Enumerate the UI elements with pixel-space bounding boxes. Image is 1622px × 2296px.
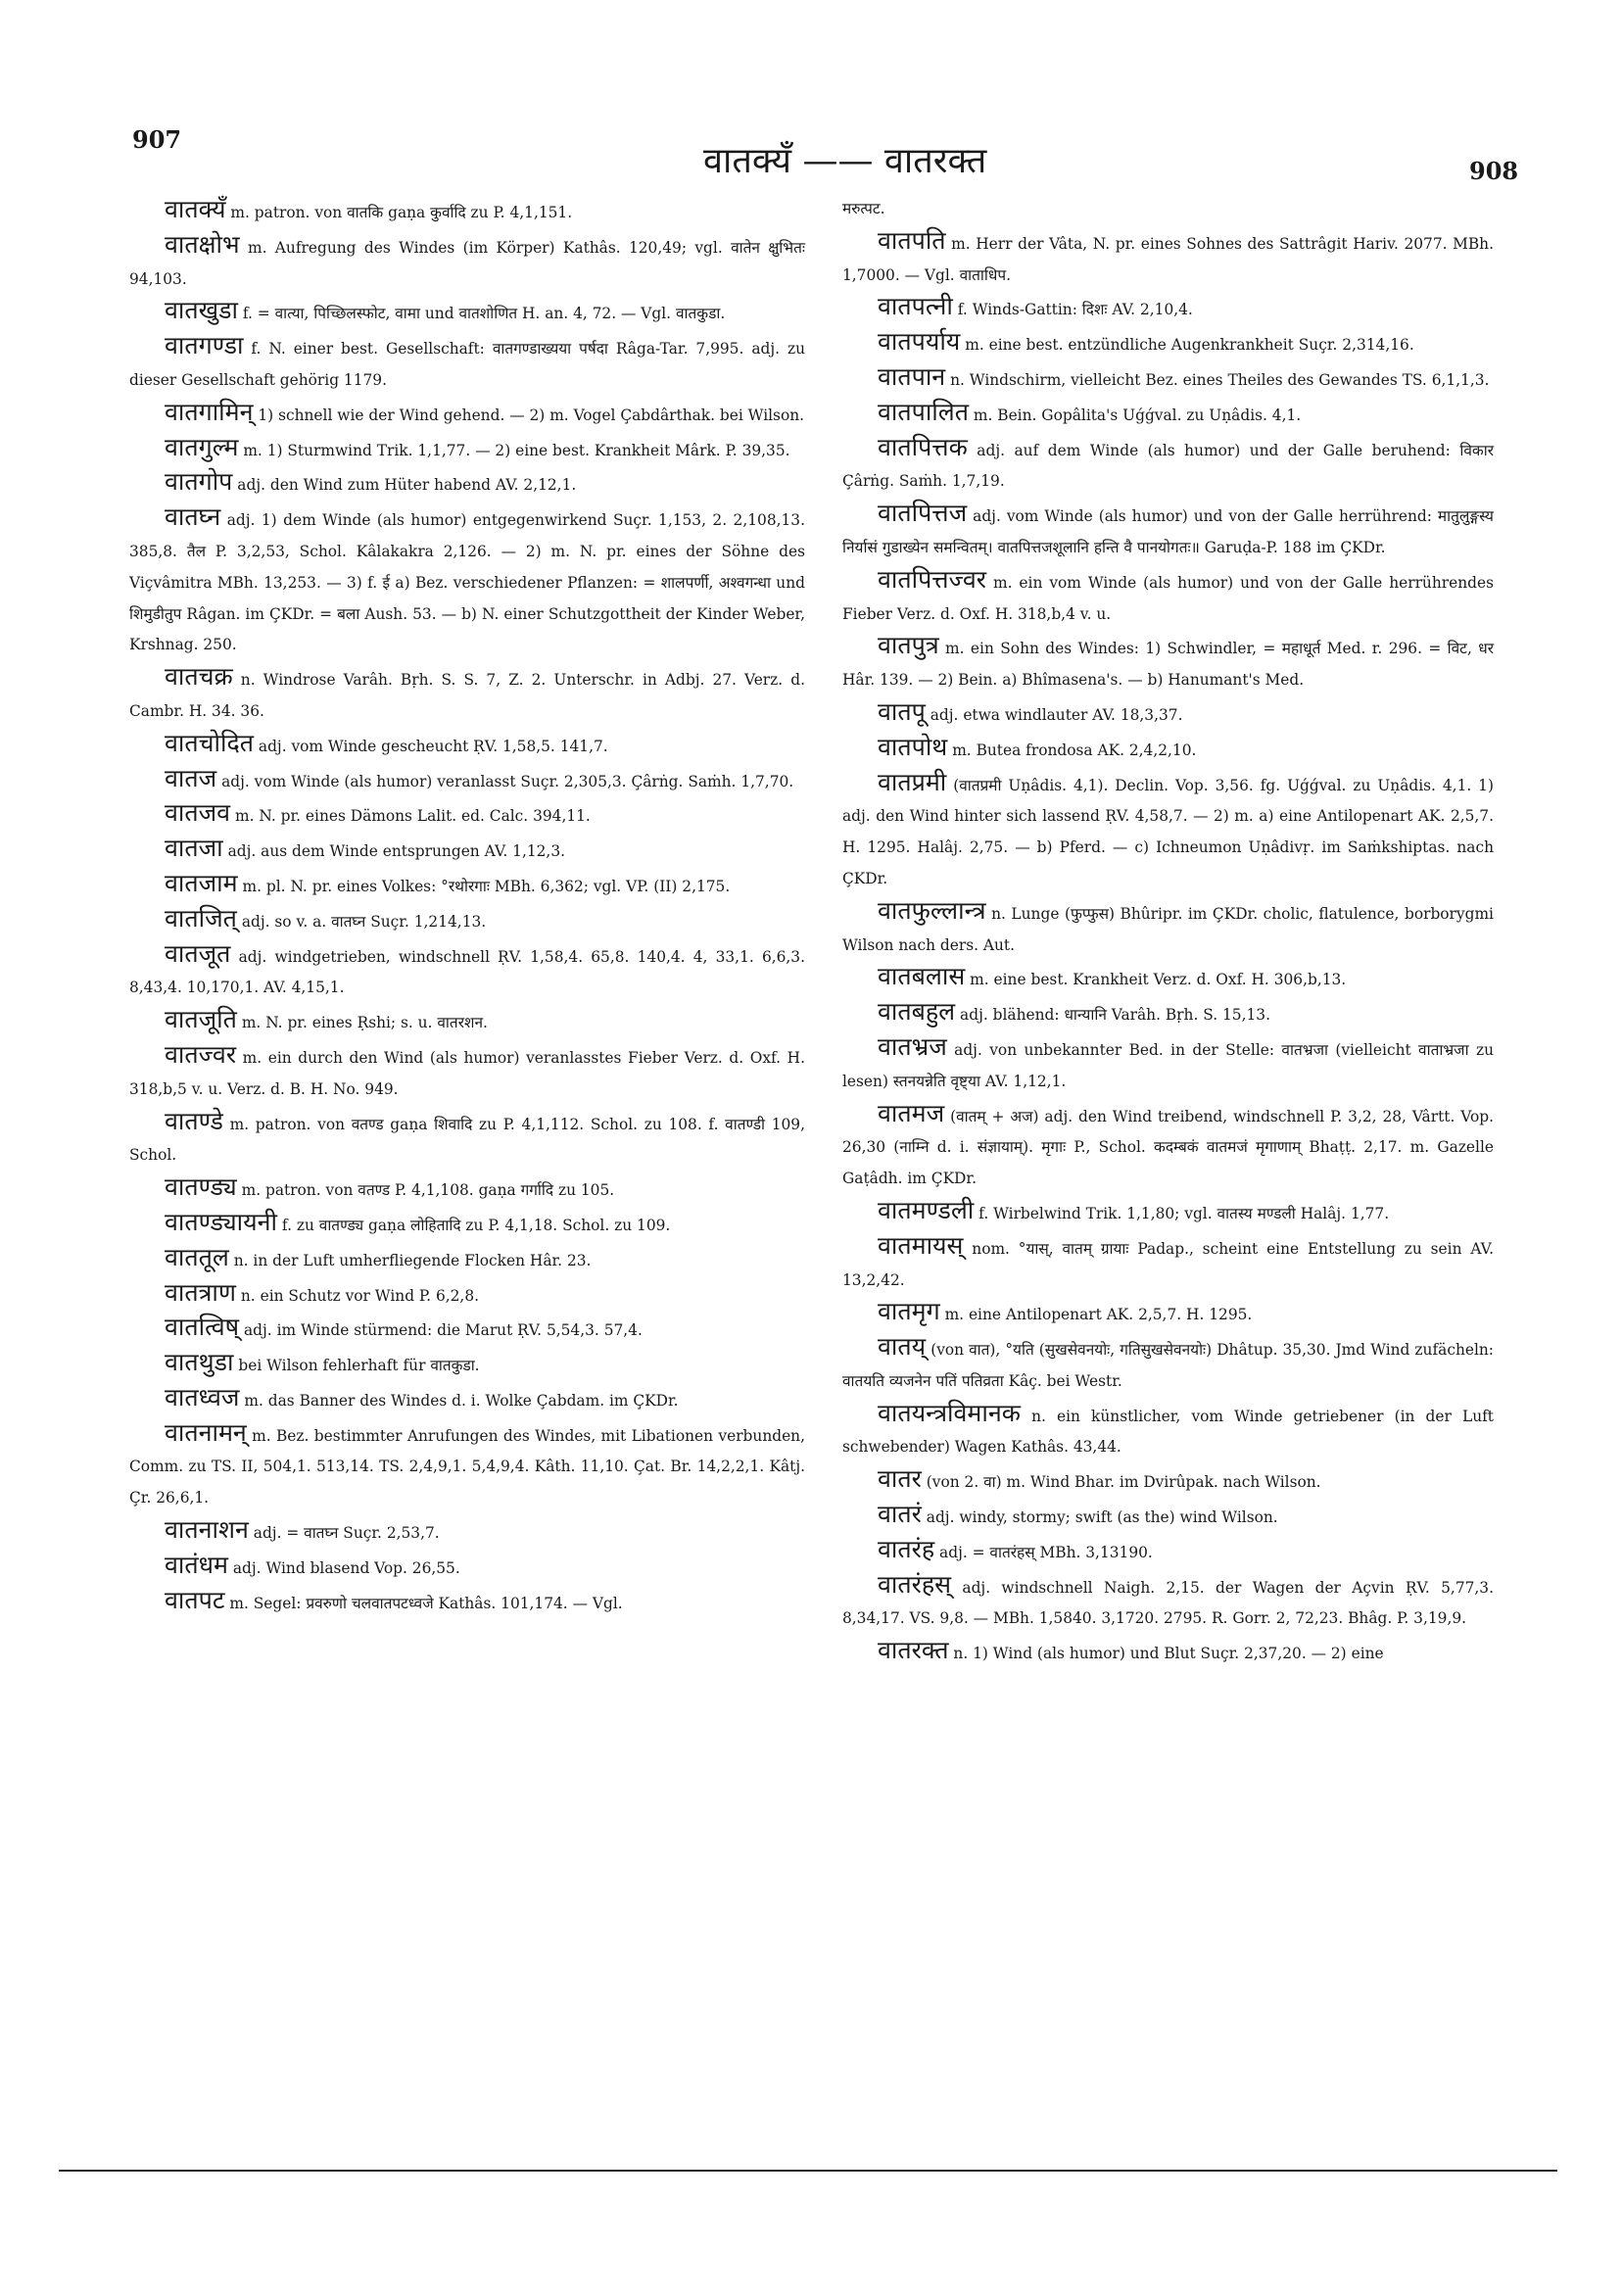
- dictionary-entry: [842, 397, 1494, 432]
- entry-headword: वातमायस्: [878, 1230, 964, 1260]
- dictionary-entry: [842, 1031, 1494, 1098]
- dictionary-entry: [129, 833, 805, 868]
- entry-headword: वातबहुल: [878, 997, 956, 1027]
- dictionary-entry: [129, 1514, 805, 1550]
- entry-definition: n. 1) Wind (als humor) und Blut Suçr. 2,37,20. — 2) eine: [953, 1645, 1384, 1663]
- entry-definition: adj. 1) dem Winde (als humor) entgegenwirkend Suçr. 1,153, 2. 2,108,13. 385,8. तैल P. 3,2,53, Schol. Kâlakakra 2,126. — 2) m. N. pr. eines der Söhne des Viçvâmitra MBh. 13,253. — 3) f. ई a) Bez. verschiedener Pflanzen: = शालपर्णी, अश्वगन्धा und शिमुडीतुप Râgan. im ÇKDr. = बला Aush. 53. — b) N. einer Schutzgottheit der Kinder Weber, Krshnag. 250.: [129, 511, 805, 654]
- entry-headword: वातफुल्लान्त्र: [878, 895, 986, 925]
- entry-definition: adj. windy, stormy; swift (as the) wind Wilson.: [926, 1508, 1278, 1527]
- entry-definition: n. in der Luft umherfliegende Flocken Hâr. 23.: [233, 1251, 592, 1269]
- entry-definition: adj. auf dem Winde (als humor) und der Galle beruhend: विकार Çârṅg. Saṁh. 1,7,19.: [842, 441, 1494, 491]
- dictionary-entry: [842, 895, 1494, 962]
- entry-definition: n. Windrose Varâh. Bṛh. S. S. 7, Z. 2. Unterschr. in Adbj. 27. Verz. d. Cambr. H. 34. 36.: [129, 671, 805, 720]
- entry-headword: वातभ्रज: [878, 1031, 947, 1061]
- entry-headword: वातजाम: [165, 868, 238, 897]
- entry-definition: 1) schnell wie der Wind gehend. — 2) m. Vogel Çabdârthak. bei Wilson.: [258, 406, 805, 424]
- entry-definition: m. Butea frondosa AK. 2,4,2,10.: [952, 741, 1197, 759]
- entry-headword: वातमज: [878, 1098, 945, 1127]
- page-number-left: 907: [132, 125, 182, 154]
- entry-definition: adj. von unbekannter Bed. in der Stelle: वातभ्रजा (vielleicht वाताभ्रजा zu lesen) स्तनयन्नेति वृष्ट्या AV. 1,12,1.: [842, 1040, 1494, 1090]
- entry-headword: वातथुडा: [165, 1348, 234, 1377]
- dictionary-entry: [129, 763, 805, 798]
- entry-headword: वातपालित: [878, 397, 969, 426]
- dictionary-entry: [129, 1347, 805, 1382]
- entry-definition: m. 1) Sturmwind Trik. 1,1,77. — 2) eine best. Krankheit Mârk. P. 39,35.: [243, 441, 790, 459]
- entry-definition: adj. so v. a. वातघ्न Suçr. 1,214,13.: [241, 912, 487, 931]
- entry-headword: वातपत्नी: [878, 292, 953, 321]
- entry-definition: m. eine best. entzündliche Augenkrankheit Suçr. 2,314,16.: [965, 336, 1414, 355]
- dictionary-entry: [842, 326, 1494, 361]
- entry-headword: वातमृग: [878, 1297, 940, 1326]
- dictionary-entry: [129, 502, 805, 661]
- entry-headword: वातक्यँ: [165, 195, 226, 223]
- dictionary-entry: [842, 498, 1494, 564]
- entry-headword: वातगण्डा: [165, 331, 244, 360]
- dictionary-entry: [842, 961, 1494, 996]
- entry-definition: m. patron. von वतण्ड gaṇa शिवादि zu P. 4,1,112. Schol. zu 108. f. वातण्डी 109, Schol.: [129, 1115, 805, 1165]
- dictionary-entry: [842, 696, 1494, 732]
- entry-headword: वातघ्न: [165, 502, 221, 532]
- entry-definition: m. Herr der Vâta, N. pr. eines Sohnes des Sattrâgit Hariv. 2077. MBh. 1,7000. — Vgl. वाताधिप.: [842, 234, 1494, 284]
- entry-definition: n. ein Schutz vor Wind P. 6,2,8.: [240, 1286, 480, 1305]
- dictionary-entry: [842, 225, 1494, 292]
- entry-definition: m. Aufregung des Windes (im Körper) Kathâs. 120,49; vgl. वातेन क्षुभितः 94,103.: [129, 238, 805, 288]
- entry-headword: वातपट: [165, 1585, 225, 1614]
- dictionary-entry: [129, 1004, 805, 1039]
- dictionary-entry: [129, 432, 805, 467]
- entry-headword: वातनाशन: [165, 1515, 249, 1545]
- dictionary-entry: [842, 1098, 1494, 1195]
- dictionary-entry: [129, 797, 805, 833]
- entry-definition: adj. = वातरंहस् MBh. 3,13190.: [939, 1543, 1153, 1561]
- entry-headword: वातक्षोभ: [165, 229, 240, 259]
- dictionary-entry: [842, 767, 1494, 895]
- dictionary-entry: [842, 1195, 1494, 1230]
- entry-definition: adj. den Wind zum Hüter habend AV. 2,12,1.: [237, 476, 577, 495]
- dictionary-entry: [129, 466, 805, 502]
- dictionary-entry: [842, 432, 1494, 499]
- entry-headword: वाततूल: [165, 1242, 229, 1271]
- entry-definition: m. ein Sohn des Windes: 1) Schwindler, = महाधूर्त Med. r. 296. = विट, धर Hâr. 139. — 2) Bein. a) Bhîmasena's. — b) Hanumant's Med.: [842, 640, 1494, 690]
- entry-headword: वातगामिन्: [165, 397, 254, 426]
- entry-headword: वातजूति: [165, 1005, 237, 1034]
- entry-definition: f. zu वातण्ड्य gaṇa लोहितादि zu P. 4,1,18. Schol. zu 109.: [281, 1216, 671, 1234]
- entry-headword: वातत्राण: [165, 1277, 236, 1307]
- page-number-right: 908: [1469, 157, 1519, 185]
- running-header: वातक्यँ —— वातरक्त: [703, 141, 987, 181]
- dictionary-entry: [842, 630, 1494, 696]
- entry-definition: (von 2. वा) m. Wind Bhar. im Dvirûpak. nach Wilson.: [926, 1473, 1321, 1492]
- entry-headword: वातजूत: [165, 938, 231, 968]
- dictionary-entry: [842, 361, 1494, 397]
- entry-headword: वातरं: [878, 1500, 922, 1529]
- dictionary-entry: [129, 1382, 805, 1417]
- entry-definition: m. N. pr. eines Ṛshi; s. u. वातरशन.: [241, 1014, 488, 1032]
- dictionary-entry: [842, 1635, 1494, 1670]
- entry-definition: m. ein durch den Wind (als humor) veranlasstes Fieber Verz. d. Oxf. H. 318,b,5 v. u. Verz. d. B. H. No. 949.: [129, 1048, 805, 1098]
- dictionary-entry: [129, 1242, 805, 1277]
- dictionary-entry: [842, 996, 1494, 1031]
- dictionary-entry: [129, 194, 805, 229]
- entry-headword: वातण्ड्य: [165, 1172, 237, 1202]
- entry-definition: adj. im Winde stürmend: die Marut ṚV. 5,54,3. 57,4.: [243, 1321, 643, 1340]
- entry-definition: m. Bein. Gopâlita's Uǵǵval. zu Uṇâdis. 4,1.: [973, 406, 1302, 424]
- entry-definition: (von वात), °यति (सुखसेवनयोः, गतिसुखसेवनयोः) Dhâtup. 35,30. Jmd Wind zufächeln: वातयति व्यजनेन पतिं पतिव्रता Kâç. bei Westr.: [842, 1341, 1494, 1390]
- entry-headword: वातपित्तज: [878, 499, 968, 528]
- dictionary-entry: [129, 1312, 805, 1347]
- entry-definition: f. Winds-Gattin: दिशः AV. 2,10,4.: [957, 301, 1193, 319]
- dictionary-entry: [129, 295, 805, 330]
- dictionary-entry: [129, 938, 805, 1005]
- entry-headword: वातण्डे: [165, 1106, 223, 1135]
- entry-headword: वातचक्र: [165, 662, 233, 692]
- entry-definition: adj. vom Winde (als humor) und von der Galle herrührend: मातुलुङ्गस्य निर्यासं गुडाख्येन समन्वितम्। वातपित्तजशूलानि हन्ति वै पानयोगतः॥ Garuḍa-P. 188 im ÇKDr.: [842, 507, 1494, 556]
- dictionary-entry: [129, 868, 805, 903]
- entry-headword: वातंधम: [165, 1550, 228, 1579]
- dictionary-entry: [842, 1569, 1494, 1636]
- entry-headword: वातबलास: [878, 962, 966, 991]
- entry-headword: वातपित्तज्वर: [878, 564, 987, 594]
- dictionary-entry: [129, 661, 805, 728]
- dictionary-entry: [842, 1463, 1494, 1499]
- entry-headword: वातजित्: [165, 903, 237, 933]
- entry-definition: adj. vom Winde gescheucht ṚV. 1,58,5. 141,7.: [258, 737, 608, 755]
- entry-headword: वातध्वज: [165, 1382, 240, 1411]
- entry-definition: n. ein künstlicher, vom Winde getriebener (in der Luft schwebender) Wagen Kathâs. 43,44.: [842, 1407, 1494, 1457]
- entry-definition: मरुत्पट.: [842, 200, 885, 217]
- entry-headword: वातखुडा: [165, 296, 238, 325]
- entry-definition: m. Bez. bestimmter Anrufungen des Windes, mit Libationen verbunden, Comm. zu TS. II, 504,1. 513,14. TS. 2,4,9,1. 5,4,9,4. Kâth. 11,10. Çat. Br. 14,2,2,1. Kâtj. Çr. 26,6,1.: [129, 1426, 805, 1507]
- dictionary-entry: [842, 1230, 1494, 1297]
- entry-definition: n. Lunge (फुप्फुस) Bhûripr. im ÇKDr. cholic, flatulence, borborygmi Wilson nach ders. Aut.: [842, 904, 1494, 954]
- entry-definition: f. = वात्या, पिच्छिलस्फोट, वामा und वातशोणित H. an. 4, 72. — Vgl. वातकुडा.: [242, 305, 726, 323]
- entry-headword: वातज्वर: [165, 1039, 237, 1069]
- entry-headword: वातजव: [165, 798, 231, 828]
- footer-rule: [59, 2170, 1557, 2172]
- entry-headword: वातनामन्: [165, 1417, 247, 1447]
- entry-definition: adj. Wind blasend Vop. 26,55.: [232, 1558, 460, 1577]
- entry-definition: n. Windschirm, vielleicht Bez. eines Theiles des Gewandes TS. 6,1,1,3.: [950, 370, 1490, 389]
- dictionary-entry: [129, 229, 805, 296]
- entry-headword: वातचोदित: [165, 728, 254, 757]
- entry-definition: m. patron. von वतण्ड P. 4,1,108. gaṇa गर्गादि zu 105.: [241, 1181, 615, 1200]
- entry-definition: m. eine best. Krankheit Verz. d. Oxf. H. 306,b,13.: [970, 971, 1347, 989]
- entry-headword: वातरंहस्: [878, 1569, 952, 1599]
- entry-headword: वातपति: [878, 225, 946, 255]
- entry-headword: वातयन्त्रविमानक: [878, 1398, 1021, 1427]
- entry-definition: m. N. pr. eines Dämons Lalit. ed. Calc. 394,11.: [234, 807, 591, 826]
- dictionary-entry: [129, 397, 805, 432]
- entry-definition: (वातप्रमी Uṇâdis. 4,1). Declin. Vop. 3,56. fg. Uǵǵval. zu Uṇâdis. 4,1. 1) adj. den Wind hinter sich lassend ṚV. 4,58,7. — 2) m. a) eine Antilopenart AK. 2,5,7. H. 1295. Halâj. 2,75. — b) Pferd. — c) Ichneumon Uṇâdivṛ. im Saṁkshiptas. nach ÇKDr.: [842, 776, 1494, 887]
- entry-headword: वातण्ड्यायनी: [165, 1207, 278, 1236]
- entry-definition: adj. = वातघ्न Suçr. 2,53,7.: [253, 1524, 440, 1543]
- entry-definition: (वातम् + अज) adj. den Wind treibend, windschnell P. 3,2, 28, Vârtt. Vop. 26,30 (नाम्नि d. i. संज्ञायाम्). मृगाः P., Schol. कदम्बकं वातमजं मृगाणाम् Bhaṭṭ. 2,17. m. Gazelle Gaṭâdh. im ÇKDr.: [842, 1107, 1494, 1188]
- dictionary-entry: [842, 1534, 1494, 1569]
- dictionary-entry: [842, 291, 1494, 326]
- entry-headword: वातय्: [878, 1332, 927, 1362]
- dictionary-entry: [842, 1331, 1494, 1398]
- entry-headword: वातपुत्र: [878, 631, 939, 660]
- dictionary-entry: [129, 903, 805, 938]
- dictionary-entry: [129, 1417, 805, 1514]
- entry-definition: m. eine Antilopenart AK. 2,5,7. H. 1295.: [944, 1306, 1253, 1324]
- entry-definition: adj. etwa windlauter AV. 18,3,37.: [930, 705, 1183, 724]
- entry-headword: वातगोप: [165, 467, 233, 497]
- dictionary-entry: [129, 1172, 805, 1207]
- dictionary-entry: [129, 1207, 805, 1242]
- dictionary-entry: [129, 1277, 805, 1313]
- dictionary-entry: [842, 1296, 1494, 1331]
- entry-headword: वातजा: [165, 834, 223, 863]
- right-column: [842, 194, 1494, 1670]
- entry-definition: adj. blähend: धान्यानि Varâh. Bṛh. S. 15,13.: [960, 1006, 1270, 1025]
- dictionary-entry: [842, 732, 1494, 767]
- entry-headword: वातपोथ: [878, 732, 948, 761]
- entry-definition: m. pl. N. pr. eines Volkes: °रथोरगाः MBh. 6,362; vgl. VP. (II) 2,175.: [242, 877, 731, 895]
- entry-definition: adj. windschnell Naigh. 2,15. der Wagen der Açvin ṚV. 5,77,3. 8,34,17. VS. 9,8. — MBh. 1,5840. 3,1720. 2795. R. Gorr. 2, 72,23. Bhâg. P. 3,19,9.: [842, 1578, 1494, 1628]
- entry-headword: वातपू: [878, 696, 926, 726]
- entry-definition: m. patron. von वातकि gaṇa कुर्वादि zu P. 4,1,151.: [230, 204, 573, 221]
- entry-definition: adj. aus dem Winde entsprungen AV. 1,12,3.: [227, 842, 566, 861]
- entry-headword: वातपान: [878, 361, 946, 391]
- entry-headword: वातज: [165, 763, 217, 792]
- left-column: [129, 194, 805, 1619]
- dictionary-entry: [129, 728, 805, 763]
- dictionary-entry: [129, 330, 805, 397]
- entry-headword: वातर: [878, 1464, 922, 1494]
- entry-headword: वातरक्त: [878, 1636, 949, 1665]
- entry-definition: adj. windgetrieben, windschnell ṚV. 1,58,4. 65,8. 140,4. 4, 33,1. 6,6,3. 8,43,4. 10,170,1. AV. 4,15,1.: [129, 947, 805, 997]
- entry-definition: adj. vom Winde (als humor) veranlasst Suçr. 2,305,3. Çârṅg. Saṁh. 1,7,70.: [221, 772, 794, 790]
- entry-headword: वातपित्तक: [878, 432, 968, 461]
- entry-headword: वातमण्डली: [878, 1195, 975, 1224]
- entry-headword: वातप्रमी: [878, 767, 947, 796]
- entry-definition: bei Wilson fehlerhaft für वातकुडा.: [238, 1357, 480, 1375]
- entry-definition: f. N. einer best. Gesellschaft: वातगण्डाख्यया पर्षदा Râga-Tar. 7,995. adj. zu dieser Gesellschaft gehörig 1179.: [129, 340, 805, 389]
- dictionary-entry: [842, 1499, 1494, 1534]
- entry-headword: वातत्विष्: [165, 1313, 240, 1342]
- dictionary-entry: [129, 1550, 805, 1585]
- dictionary-entry: [129, 1039, 805, 1106]
- entry-headword: वातरंह: [878, 1534, 935, 1563]
- dictionary-entry: [129, 1106, 805, 1172]
- dictionary-entry: [842, 564, 1494, 631]
- entry-definition: f. Wirbelwind Trik. 1,1,80; vgl. वातस्य मण्डली Halâj. 1,77.: [978, 1204, 1390, 1222]
- dictionary-entry: [129, 1585, 805, 1620]
- entry-definition: m. das Banner des Windes d. i. Wolke Çabdam. im ÇKDr.: [244, 1391, 679, 1410]
- dictionary-entry: [842, 194, 1494, 225]
- entry-headword: वातगुल्म: [165, 432, 239, 461]
- entry-definition: nom. °यास्, वातम् ग्रायाः Padap., scheint eine Entstellung zu sein AV. 13,2,42.: [842, 1239, 1494, 1289]
- entry-definition: m. ein vom Winde (als humor) und von der Galle herrührendes Fieber Verz. d. Oxf. H. 318,b,4 v. u.: [842, 573, 1494, 623]
- dictionary-entry: [842, 1398, 1494, 1464]
- entry-headword: वातपर्याय: [878, 327, 961, 357]
- entry-definition: m. Segel: प्रवरुणो चलवातपटध्वजे Kathâs. 101,174. — Vgl.: [229, 1594, 623, 1612]
